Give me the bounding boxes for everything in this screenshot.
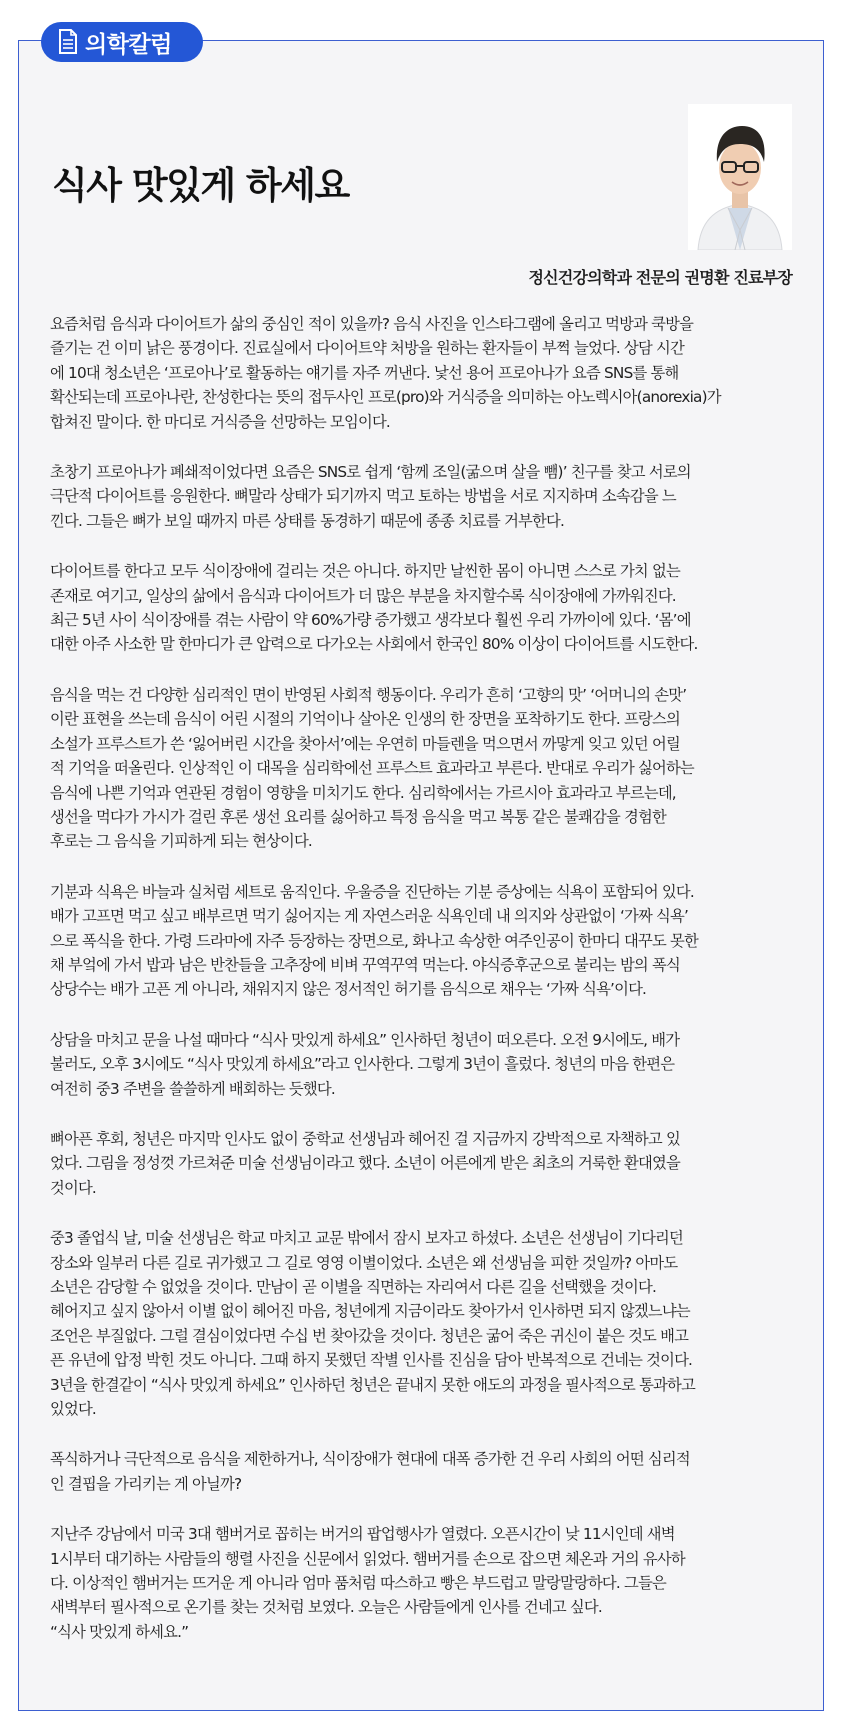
doctor-portrait — [688, 104, 792, 250]
article-paragraph: 기분과 식욕은 바늘과 실처럼 세트로 움직인다. 우울증을 진단하는 기분 증상에는 식욕이 포함되어 있다. 배가 고프면 먹고 싶고 배부르면 먹기 싫어지는 게 자연스러운 식욕인데 내 의지와 상관없이 ‘가짜 식욕’ 으로 폭식을 한다. 가령 드라마에 자주 등장하는 장면으로, 화나고 속상한 여주인공이 한마디 대꾸도 못한 채 부엌에 가서 밥과 남은 반찬들을 고추장에 비벼 꾸역꾸역 먹는다. 야식증후군으로 불리는 밤의 폭식 상당수는 배가 고픈 게 아니라, 채워지지 않은 정서적인 허기를 음식으로 채우는 ‘가짜 식욕’이다. — [50, 882, 698, 999]
author-byline: 정신건강의학과 전문의 권명환 진료부장 — [528, 268, 792, 287]
article-paragraph: 중3 졸업식 날, 미술 선생님은 학교 마치고 교문 밖에서 잠시 보자고 하셨다. 소년은 선생님이 기다리던 장소와 일부러 다른 길로 귀가했고 그 길로 영영 이별이었다. 소년은 왜 선생님을 피한 것일까? 아마도 소년은 감당할 수 없었을 것이다. 만남이 곧 이별을 직면하는 자리여서 다른 길을 선택했을 것이다. 헤어지고 싶지 않아서 이별 없이 헤어진 마음, 청년에게 지금이라도 찾아가서 인사하면 되지 않겠느냐는 조언은 부질없다. 그럴 결심이었다면 수십 번 찾아갔을 것이다. 청년은 굶어 죽은 귀신이 붙은 것도 배고 픈 유년에 압정 박힌 것도 아니다. 그때 하지 못했던 작별 인사를 진심을 담아 반복적으로 건네는 것이다. 3년을 한결같이 “식사 맛있게 하세요” 인사하던 청년은 끝내지 못한 애도의 과정을 필사적으로 통과하고 있었다. — [50, 1229, 695, 1419]
article-paragraph: 지난주 강남에서 미국 3대 햄버거로 꼽히는 버거의 팝업행사가 열렸다. 오픈시간이 낮 11시인데 새벽 1시부터 대기하는 사람들의 행렬 사진을 신문에서 읽었다. 햄버거를 손으로 잡으면 체온과 거의 유사하 다. 이상적인 햄버거는 뜨거운 게 아니라 엄마 품처럼 따스하고 빵은 부드럽고 말랑말랑하다. 그들은 새벽부터 필사적으로 온기를 찾는 것처럼 보였다. 오늘은 사람들에게 인사를 건네고 싶다. “식사 맛있게 하세요.” — [50, 1525, 685, 1641]
article-paragraph: 상담을 마치고 문을 나설 때마다 “식사 맛있게 하세요” 인사하던 청년이 떠오른다. 오전 9시에도, 배가 불러도, 오후 3시에도 “식사 맛있게 하세요”라고 인사한다. 그렇게 3년이 흘렀다. 청년의 마음 한편은 여전히 중3 주변을 쓸쓸하게 배회하는 듯했다. — [50, 1030, 680, 1098]
article-paragraph: 요즘처럼 음식과 다이어트가 삶의 중심인 적이 있을까? 음식 사진을 인스타그램에 올리고 먹방과 쿡방을 즐기는 건 이미 낡은 풍경이다. 진료실에서 다이어트약 처방을 원하는 환자들이 부쩍 늘었다. 상담 시간 에 10대 청소년은 ‘프로아나’로 활동하는 얘기를 자주 꺼낸다. 낯선 용어 프로아나가 요즘 SNS를 통해 확산되는데 프로아나란, 찬성한다는 뜻의 접두사인 프로(pro)와 거식증을 의미하는 아노렉시아(anorexia)가 합쳐진 말이다. 한 마디로 거식증을 선망하는 모임이다. — [50, 315, 721, 431]
badge-label: 의학칼럼 — [85, 31, 172, 58]
article-paragraph: 뼈아픈 후회, 청년은 마지막 인사도 없이 중학교 선생님과 헤어진 걸 지금까지 강박적으로 자책하고 있 었다. 그림을 정성껏 가르쳐준 미술 선생님이라고 했다. 소년이 어른에게 받은 최초의 거룩한 환대였을 것이다. — [50, 1129, 680, 1197]
article-paragraph: 음식을 먹는 건 다양한 심리적인 면이 반영된 사회적 행동이다. 우리가 흔히 ‘고향의 맛’ ‘어머니의 손맛’ 이란 표현을 쓰는데 음식이 어린 시절의 기억이나 살아온 인생의 한 장면을 포착하기도 한다. 프랑스의 소설가 프루스트가 쓴 ‘잃어버린 시간을 찾아서’에는 우연히 마들렌을 먹으면서 까맣게 잊고 있던 어릴 적 기억을 떠올린다. 인상적인 이 대목을 심리학에선 프루스트 효과라고 부른다. 반대로 우리가 싫어하는 음식에 나쁜 기억과 연관된 경험이 영향을 미치기도 한다. 심리학에서는 가르시아 효과라고 부르는데, 생선을 먹다가 가시가 걸린 후론 생선 요리를 싫어하고 특정 음식을 먹고 복통 같은 불쾌감을 경험한 후로는 그 음식을 기피하게 되는 현상이다. — [50, 685, 694, 851]
column-badge — [41, 22, 203, 62]
article-title: 식사 맛있게 하세요 — [52, 164, 349, 207]
article-body — [50, 312, 792, 1670]
article-paragraph: 폭식하거나 극단적으로 음식을 제한하거나, 식이장애가 현대에 대폭 증가한 건 우리 사회의 어떤 심리적 인 결핍을 가리키는 게 아닐까? — [50, 1450, 690, 1493]
doctor-portrait-icon — [688, 104, 792, 250]
article-paragraph: 초창기 프로아나가 폐쇄적이었다면 요즘은 SNS로 쉽게 ‘함께 조일(굶으며 살을 뺌)’ 친구를 찾고 서로의 극단적 다이어트를 응원한다. 뼈말라 상태가 되기까지 먹고 토하는 방법을 서로 지지하며 소속감을 느 낀다. 그들은 뼈가 보일 때까지 마른 상태를 동경하기 때문에 종종 치료를 거부한다. — [50, 463, 691, 530]
document-icon — [57, 29, 79, 55]
article-paragraph: 다이어트를 한다고 모두 식이장애에 걸리는 것은 아니다. 하지만 날씬한 몸이 아니면 스스로 가치 없는 존재로 여기고, 일상의 삶에서 음식과 다이어트가 더 많은 부분을 차지할수록 식이장애에 가까워진다. 최근 5년 사이 식이장애를 겪는 사람이 약 60%가량 증가했고 생각보다 훨씬 우리 가까이에 있다. ‘몸’에 대한 아주 사소한 말 한마디가 큰 압력으로 다가오는 사회에서 한국인 80% 이상이 다이어트를 시도한다. — [50, 562, 698, 654]
